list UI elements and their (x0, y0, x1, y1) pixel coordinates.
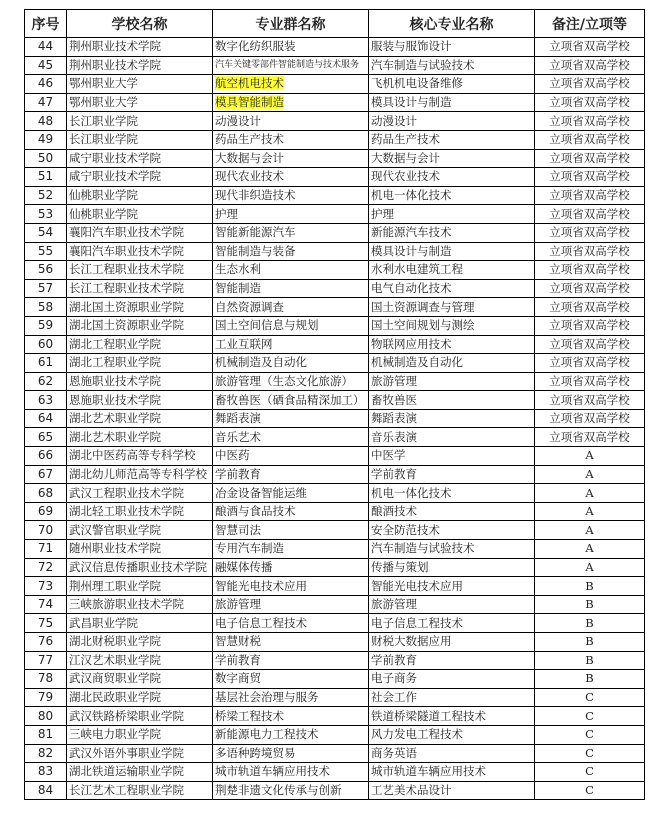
cell-major-group: 动漫设计 (213, 112, 369, 131)
cell-major-group: 汽车关键零部件智能制造与技术服务 (213, 56, 369, 75)
cell-note: B (535, 577, 645, 596)
cell-note: 立项省双高学校 (535, 354, 645, 373)
table-row (25, 242, 645, 261)
table-row (25, 781, 645, 800)
cell-note: 立项省双高学校 (535, 93, 645, 112)
header-seq: 序号 (25, 10, 67, 38)
cell-note: A (535, 465, 645, 484)
table-row (25, 409, 645, 428)
cell-seq: 84 (25, 781, 67, 800)
table-row (25, 279, 645, 298)
cell-note: B (535, 633, 645, 652)
cell-seq: 81 (25, 725, 67, 744)
cell-seq: 79 (25, 688, 67, 707)
cell-school: 武汉工程职业技术学院 (67, 484, 213, 503)
cell-major-group: 智慧司法 (213, 521, 369, 540)
cell-school: 湖北艺术职业学院 (67, 428, 213, 447)
cell-school: 湖北艺术职业学院 (67, 409, 213, 428)
table-row (25, 540, 645, 559)
cell-seq: 44 (25, 38, 67, 57)
table-row (25, 744, 645, 763)
cell-core-major: 电子商务 (369, 670, 535, 689)
highlighted-text: 模具智能制造 (215, 95, 284, 110)
cell-seq: 49 (25, 130, 67, 149)
cell-major-group: 药品生产技术 (213, 130, 369, 149)
cell-note: C (535, 688, 645, 707)
table-row (25, 577, 645, 596)
cell-seq: 69 (25, 502, 67, 521)
table-row (25, 38, 645, 57)
cell-core-major: 模具设计与制造 (369, 93, 535, 112)
cell-major-group: 学前教育 (213, 651, 369, 670)
cell-major-group: 智能制造与装备 (213, 242, 369, 261)
cell-core-major: 社会工作 (369, 688, 535, 707)
cell-major-group: 专用汽车制造 (213, 540, 369, 559)
table-row (25, 558, 645, 577)
cell-note: B (535, 651, 645, 670)
cell-note: B (535, 670, 645, 689)
cell-school: 湖北轻工职业技术学院 (67, 502, 213, 521)
cell-major-group: 智慧财税 (213, 633, 369, 652)
cell-seq: 83 (25, 763, 67, 782)
cell-core-major: 商务英语 (369, 744, 535, 763)
cell-core-major: 飞机机电设备维修 (369, 75, 535, 94)
cell-school: 武汉铁路桥梁职业学院 (67, 707, 213, 726)
table-row (25, 223, 645, 242)
cell-note: B (535, 614, 645, 633)
cell-seq: 70 (25, 521, 67, 540)
cell-major-group: 现代非织造技术 (213, 186, 369, 205)
cell-major-group: 融媒体传播 (213, 558, 369, 577)
cell-core-major: 模具设计与制造 (369, 242, 535, 261)
cell-note: C (535, 744, 645, 763)
cell-seq: 52 (25, 186, 67, 205)
cell-school: 长江工程职业技术学院 (67, 261, 213, 280)
cell-core-major: 大数据与会计 (369, 149, 535, 168)
table-row (25, 484, 645, 503)
cell-core-major: 学前教育 (369, 465, 535, 484)
cell-school: 三峡旅游职业技术学院 (67, 595, 213, 614)
cell-school: 武汉外语外事职业学院 (67, 744, 213, 763)
cell-seq: 82 (25, 744, 67, 763)
cell-school: 长江职业学院 (67, 112, 213, 131)
cell-core-major: 城市轨道车辆应用技术 (369, 763, 535, 782)
cell-major-group: 冶金设备智能运维 (213, 484, 369, 503)
cell-note: 立项省双高学校 (535, 279, 645, 298)
table-row (25, 149, 645, 168)
cell-seq: 55 (25, 242, 67, 261)
cell-school: 咸宁职业技术学院 (67, 149, 213, 168)
cell-core-major: 旅游管理 (369, 372, 535, 391)
table-row (25, 261, 645, 280)
cell-core-major: 物联网应用技术 (369, 335, 535, 354)
cell-core-major: 电气自动化技术 (369, 279, 535, 298)
cell-school: 湖北铁道运输职业学院 (67, 763, 213, 782)
cell-school: 武汉警官职业学院 (67, 521, 213, 540)
cell-core-major: 新能源汽车技术 (369, 223, 535, 242)
table-row (25, 670, 645, 689)
cell-seq: 65 (25, 428, 67, 447)
cell-note: A (535, 502, 645, 521)
cell-school: 仙桃职业学院 (67, 186, 213, 205)
table-row (25, 130, 645, 149)
cell-seq: 58 (25, 298, 67, 317)
cell-major-group: 酿酒与食品技术 (213, 502, 369, 521)
cell-school: 湖北工程职业学院 (67, 354, 213, 373)
cell-note: C (535, 763, 645, 782)
table-row (25, 391, 645, 410)
cell-seq: 64 (25, 409, 67, 428)
cell-note: 立项省双高学校 (535, 261, 645, 280)
cell-core-major: 传播与策划 (369, 558, 535, 577)
cell-note: 立项省双高学校 (535, 409, 645, 428)
cell-major-group: 智能光电技术应用 (213, 577, 369, 596)
cell-major-group: 畜牧兽医（硒食品精深加工） (213, 391, 369, 410)
cell-core-major: 服装与服饰设计 (369, 38, 535, 57)
cell-note: 立项省双高学校 (535, 335, 645, 354)
cell-note: 立项省双高学校 (535, 168, 645, 187)
cell-note: C (535, 707, 645, 726)
cell-major-group: 智能新能源汽车 (213, 223, 369, 242)
cell-major-group: 城市轨道车辆应用技术 (213, 763, 369, 782)
cell-note: 立项省双高学校 (535, 242, 645, 261)
cell-core-major: 汽车制造与试验技术 (369, 540, 535, 559)
cell-seq: 74 (25, 595, 67, 614)
cell-note: 立项省双高学校 (535, 149, 645, 168)
cell-core-major: 工艺美术品设计 (369, 781, 535, 800)
cell-core-major: 电子信息工程技术 (369, 614, 535, 633)
cell-major-group: 学前教育 (213, 465, 369, 484)
cell-note: 立项省双高学校 (535, 130, 645, 149)
cell-school: 荆州职业技术学院 (67, 38, 213, 57)
cell-school: 长江职业学院 (67, 130, 213, 149)
cell-seq: 60 (25, 335, 67, 354)
cell-major-group: 数字商贸 (213, 670, 369, 689)
table-row (25, 595, 645, 614)
cell-major-group: 旅游管理 (213, 595, 369, 614)
school-major-table (24, 9, 645, 800)
cell-core-major: 畜牧兽医 (369, 391, 535, 410)
cell-school: 湖北财税职业学院 (67, 633, 213, 652)
cell-seq: 59 (25, 316, 67, 335)
cell-school: 恩施职业技术学院 (67, 372, 213, 391)
cell-seq: 73 (25, 577, 67, 596)
cell-school: 鄂州职业大学 (67, 75, 213, 94)
cell-school: 恩施职业技术学院 (67, 391, 213, 410)
cell-school: 荆州理工职业学院 (67, 577, 213, 596)
cell-core-major: 汽车制造与试验技术 (369, 56, 535, 75)
cell-school: 襄阳汽车职业技术学院 (67, 223, 213, 242)
table-row (25, 112, 645, 131)
table-row (25, 335, 645, 354)
cell-note: 立项省双高学校 (535, 75, 645, 94)
cell-seq: 53 (25, 205, 67, 224)
cell-seq: 62 (25, 372, 67, 391)
table-row (25, 186, 645, 205)
cell-seq: 67 (25, 465, 67, 484)
cell-seq: 76 (25, 633, 67, 652)
cell-core-major: 机电一体化技术 (369, 186, 535, 205)
header-note: 备注/立项等 (535, 10, 645, 38)
cell-note: A (535, 484, 645, 503)
cell-school: 武汉商贸职业学院 (67, 670, 213, 689)
table-row (25, 168, 645, 187)
cell-seq: 78 (25, 670, 67, 689)
cell-major-group: 现代农业技术 (213, 168, 369, 187)
cell-seq: 71 (25, 540, 67, 559)
cell-note: 立项省双高学校 (535, 316, 645, 335)
cell-seq: 66 (25, 447, 67, 466)
cell-core-major: 药品生产技术 (369, 130, 535, 149)
cell-school: 咸宁职业技术学院 (67, 168, 213, 187)
cell-major-group: 智能制造 (213, 279, 369, 298)
cell-note: 立项省双高学校 (535, 391, 645, 410)
table-row (25, 205, 645, 224)
cell-seq: 80 (25, 707, 67, 726)
table-row (25, 688, 645, 707)
cell-note: 立项省双高学校 (535, 298, 645, 317)
table-row (25, 75, 645, 94)
table-row (25, 725, 645, 744)
cell-seq: 54 (25, 223, 67, 242)
cell-core-major: 安全防范技术 (369, 521, 535, 540)
cell-major-group: 机械制造及自动化 (213, 354, 369, 373)
cell-school: 仙桃职业学院 (67, 205, 213, 224)
table-row (25, 316, 645, 335)
cell-major-group: 生态水利 (213, 261, 369, 280)
cell-school: 荆州职业技术学院 (67, 56, 213, 75)
cell-note: 立项省双高学校 (535, 223, 645, 242)
cell-major-group (213, 75, 369, 94)
cell-seq: 47 (25, 93, 67, 112)
cell-school: 襄阳汽车职业技术学院 (67, 242, 213, 261)
table-row (25, 465, 645, 484)
cell-major-group: 国土空间信息与规划 (213, 316, 369, 335)
table-row (25, 521, 645, 540)
table-row (25, 298, 645, 317)
table-row (25, 763, 645, 782)
cell-seq: 51 (25, 168, 67, 187)
cell-core-major: 国土空间规划与测绘 (369, 316, 535, 335)
cell-major-group: 旅游管理（生态文化旅游） (213, 372, 369, 391)
cell-major-group: 数字化纺织服装 (213, 38, 369, 57)
table-row (25, 56, 645, 75)
cell-major-group: 多语种跨境贸易 (213, 744, 369, 763)
cell-seq: 48 (25, 112, 67, 131)
cell-note: A (535, 540, 645, 559)
cell-note: 立项省双高学校 (535, 38, 645, 57)
table-row (25, 614, 645, 633)
cell-seq: 56 (25, 261, 67, 280)
cell-core-major: 中医学 (369, 447, 535, 466)
header-core-major: 核心专业名称 (369, 10, 535, 38)
table-row (25, 651, 645, 670)
table-body (25, 38, 645, 800)
cell-core-major: 机械制造及自动化 (369, 354, 535, 373)
table-row (25, 707, 645, 726)
cell-seq: 46 (25, 75, 67, 94)
cell-note: 立项省双高学校 (535, 112, 645, 131)
cell-core-major: 舞蹈表演 (369, 409, 535, 428)
cell-school: 长江艺术工程职业学院 (67, 781, 213, 800)
cell-school: 湖北中医药高等专科学校 (67, 447, 213, 466)
cell-major-group: 舞蹈表演 (213, 409, 369, 428)
cell-core-major: 财税大数据应用 (369, 633, 535, 652)
cell-school: 随州职业技术学院 (67, 540, 213, 559)
header-school: 学校名称 (67, 10, 213, 38)
cell-core-major: 动漫设计 (369, 112, 535, 131)
cell-major-group: 基层社会治理与服务 (213, 688, 369, 707)
cell-seq: 77 (25, 651, 67, 670)
cell-major-group: 自然资源调查 (213, 298, 369, 317)
cell-core-major: 风力发电工程技术 (369, 725, 535, 744)
table-row (25, 428, 645, 447)
cell-seq: 45 (25, 56, 67, 75)
cell-core-major: 智能光电技术应用 (369, 577, 535, 596)
cell-major-group: 桥梁工程技术 (213, 707, 369, 726)
cell-core-major: 酿酒技术 (369, 502, 535, 521)
cell-school: 三峡电力职业学院 (67, 725, 213, 744)
cell-school: 湖北民政职业学院 (67, 688, 213, 707)
cell-note: 立项省双高学校 (535, 372, 645, 391)
cell-school: 湖北工程职业学院 (67, 335, 213, 354)
cell-school: 长江工程职业技术学院 (67, 279, 213, 298)
cell-note: 立项省双高学校 (535, 56, 645, 75)
cell-core-major: 音乐表演 (369, 428, 535, 447)
cell-major-group: 中医药 (213, 447, 369, 466)
cell-core-major: 护理 (369, 205, 535, 224)
cell-major-group: 大数据与会计 (213, 149, 369, 168)
cell-school: 湖北幼儿师范高等专科学校 (67, 465, 213, 484)
cell-note: C (535, 781, 645, 800)
table-header-row (25, 10, 645, 38)
cell-school: 鄂州职业大学 (67, 93, 213, 112)
cell-note: A (535, 447, 645, 466)
cell-core-major: 铁道桥梁隧道工程技术 (369, 707, 535, 726)
cell-note: 立项省双高学校 (535, 428, 645, 447)
cell-school: 湖北国土资源职业学院 (67, 298, 213, 317)
table-row (25, 372, 645, 391)
cell-note: 立项省双高学校 (535, 205, 645, 224)
cell-note: B (535, 595, 645, 614)
table-row (25, 447, 645, 466)
cell-core-major: 旅游管理 (369, 595, 535, 614)
cell-seq: 75 (25, 614, 67, 633)
cell-school: 武汉信息传播职业技术学院 (67, 558, 213, 577)
cell-major-group (213, 93, 369, 112)
cell-core-major: 水利水电建筑工程 (369, 261, 535, 280)
cell-seq: 61 (25, 354, 67, 373)
cell-school: 湖北国土资源职业学院 (67, 316, 213, 335)
document-table-wrapper (24, 9, 645, 800)
cell-note: 立项省双高学校 (535, 186, 645, 205)
table-row (25, 633, 645, 652)
table-row (25, 502, 645, 521)
cell-school: 江汉艺术职业学院 (67, 651, 213, 670)
cell-seq: 72 (25, 558, 67, 577)
header-major-group: 专业群名称 (213, 10, 369, 38)
table-row (25, 93, 645, 112)
cell-school: 武昌职业学院 (67, 614, 213, 633)
cell-seq: 50 (25, 149, 67, 168)
cell-major-group: 护理 (213, 205, 369, 224)
cell-note: A (535, 521, 645, 540)
cell-core-major: 国土资源调查与管理 (369, 298, 535, 317)
cell-major-group: 音乐艺术 (213, 428, 369, 447)
cell-core-major: 现代农业技术 (369, 168, 535, 187)
cell-major-group: 新能源电力工程技术 (213, 725, 369, 744)
cell-seq: 57 (25, 279, 67, 298)
cell-core-major: 学前教育 (369, 651, 535, 670)
cell-seq: 63 (25, 391, 67, 410)
cell-major-group: 电子信息工程技术 (213, 614, 369, 633)
table-row (25, 354, 645, 373)
highlighted-text: 航空机电技术 (215, 76, 284, 91)
cell-seq: 68 (25, 484, 67, 503)
cell-major-group: 工业互联网 (213, 335, 369, 354)
cell-note: C (535, 725, 645, 744)
cell-major-group: 荆楚非遗文化传承与创新 (213, 781, 369, 800)
cell-note: A (535, 558, 645, 577)
cell-core-major: 机电一体化技术 (369, 484, 535, 503)
